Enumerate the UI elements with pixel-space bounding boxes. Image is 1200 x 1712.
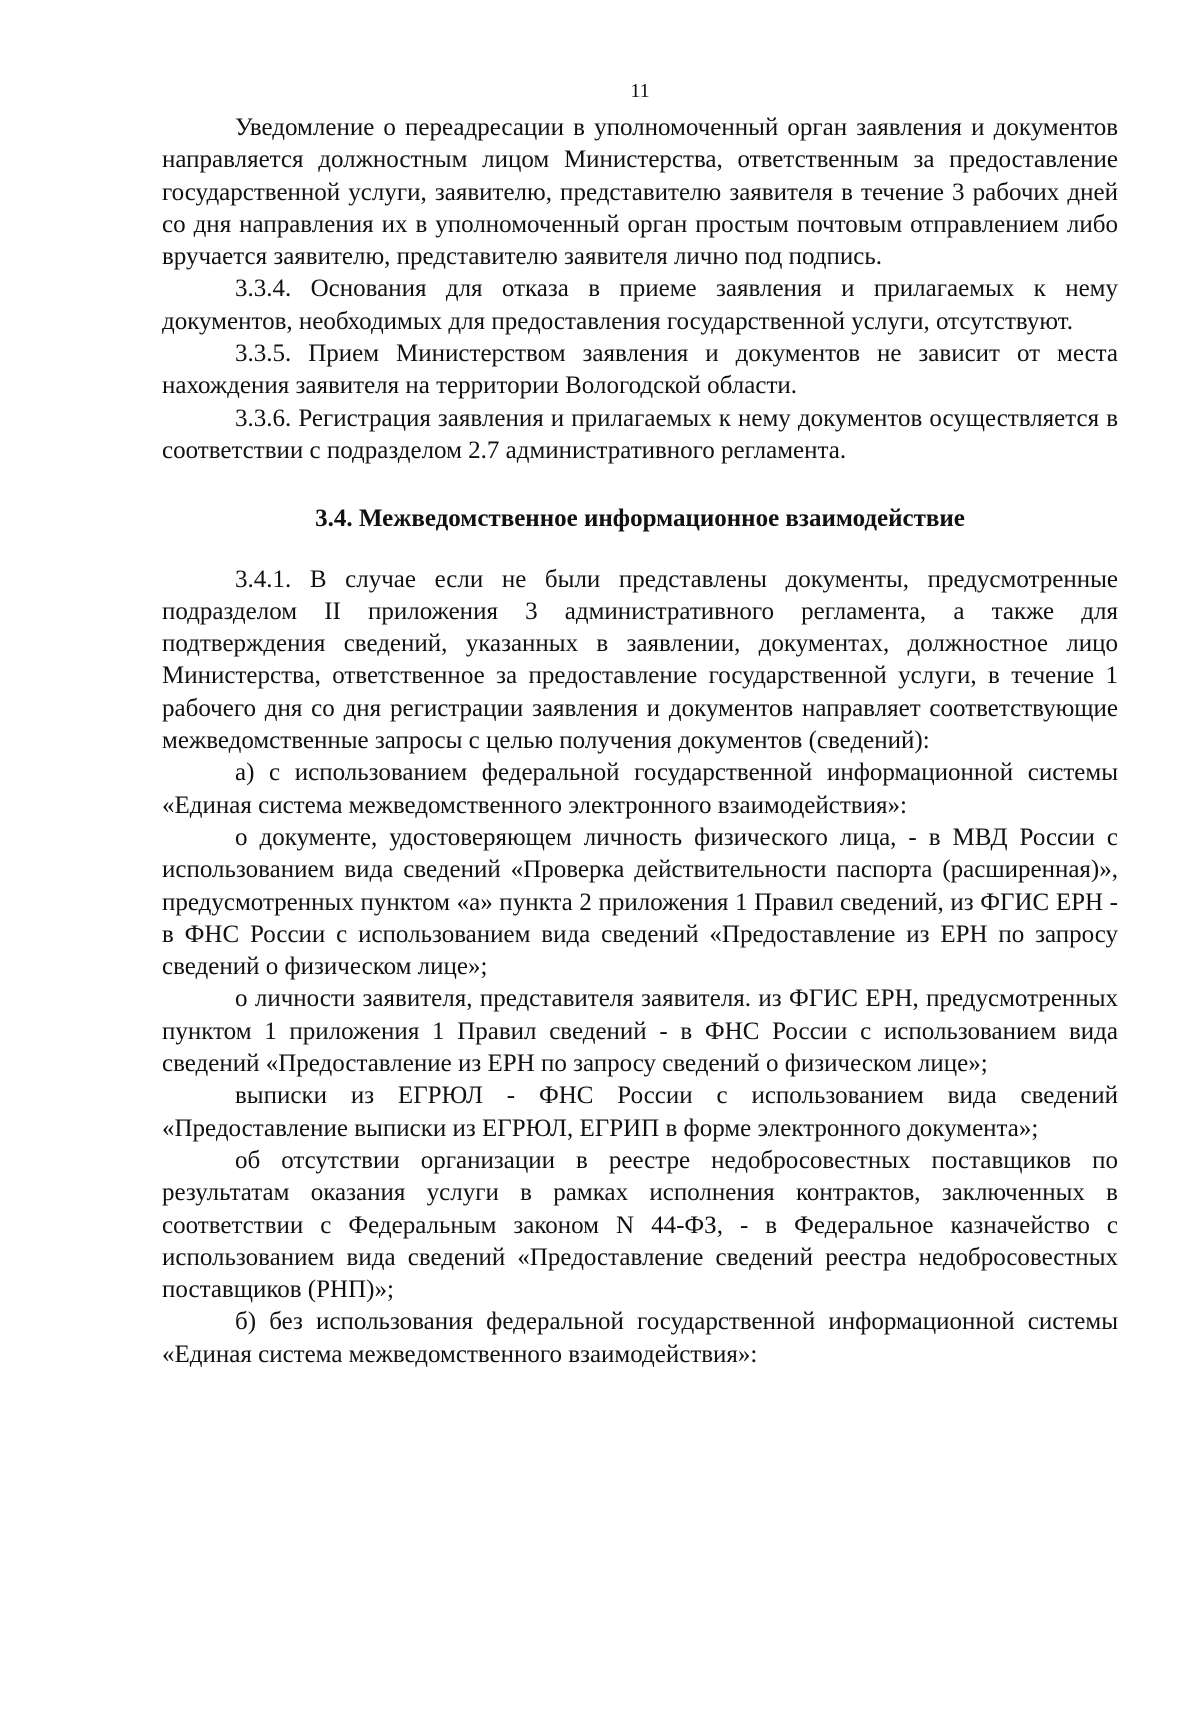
list-item-b: б) без использования федеральной государственной информационной системы «Единая система межведомственного взаимодействия»: [162, 1308, 1118, 1368]
paragraph-3-3-4: 3.3.4. Основания для отказа в приеме заявления и прилагаемых к нему документов, необходимых для предоставления государственной услуги, отсутствуют. [162, 275, 1118, 335]
paragraph-rnp-registry: об отсутствии организации в реестре недобросовестных поставщиков по результатам оказания услуги в рамках исполнения контрактов, заключенных в соответствии с Федеральным законом N 44-ФЗ, - в Федеральное казначейство с использованием вида сведений «Предоставление сведений реестра недобросовестных поставщиков (РНП)»; [162, 1146, 1118, 1304]
paragraph-3-3-6: 3.3.6. Регистрация заявления и прилагаемых к нему документов осуществляется в соответствии с подразделом 2.7 административного регламента. [162, 404, 1118, 464]
paragraph-applicant-identity: о личности заявителя, представителя заявителя. из ФГИС ЕРН, предусмотренных пунктом 1 приложения 1 Правил сведений - в ФНС России с использованием вида сведений «Предоставление из ЕРН по запросу сведений о физическом лице»; [162, 985, 1118, 1078]
list-item-a: а) с использованием федеральной государственной информационной системы «Единая система межведомственного электронного взаимодействия»: [162, 759, 1118, 819]
paragraph-3-3-5: 3.3.5. Прием Министерством заявления и документов не зависит от места нахождения заявителя на территории Вологодской области. [162, 340, 1118, 400]
paragraph-redirect-notice: Уведомление о переадресации в уполномоченный орган заявления и документов направляется должностным лицом Министерства, ответственным за предоставление государственной услуги, заявителю, представителю заявителя в течение 3 рабочих дней со дня направления их в уполномоченный орган простым почтовым отправлением либо вручается заявителю, представителю заявителя лично под подпись. [162, 114, 1118, 271]
section-heading-3-4: 3.4. Межведомственное информационное взаимодействие [315, 505, 965, 533]
document-page [162, 78, 1118, 1371]
paragraph-identity-document: о документе, удостоверяющем личность физического лица, - в МВД России с использованием вида сведений «Проверка действительности паспорта (расширенная)», предусмотренных пунктом «а» пункта 2 приложения 1 Правил сведений, из ФГИС ЕРН - в ФНС России с использованием вида сведений «Предоставление из ЕРН по запросу сведений о физическом лице»; [162, 823, 1118, 981]
paragraph-3-4-1: 3.4.1. В случае если не были представлены документы, предусмотренные подразделом II приложения 3 административного регламента, а также для подтверждения сведений, указанных в заявлении, документах, должностное лицо Министерства, ответственное за предоставление государственной услуги, в течение 1 рабочего дня со дня регистрации заявления и документов направляет соответствующие межведомственные запросы с целью получения документов (сведений): [162, 565, 1118, 755]
paragraph-egrul-extract: выписки из ЕГРЮЛ - ФНС России с использованием вида сведений «Предоставление выписки из ЕГРЮЛ, ЕГРИП в форме электронного документа»; [162, 1082, 1118, 1142]
page-number: 11 [630, 80, 650, 102]
